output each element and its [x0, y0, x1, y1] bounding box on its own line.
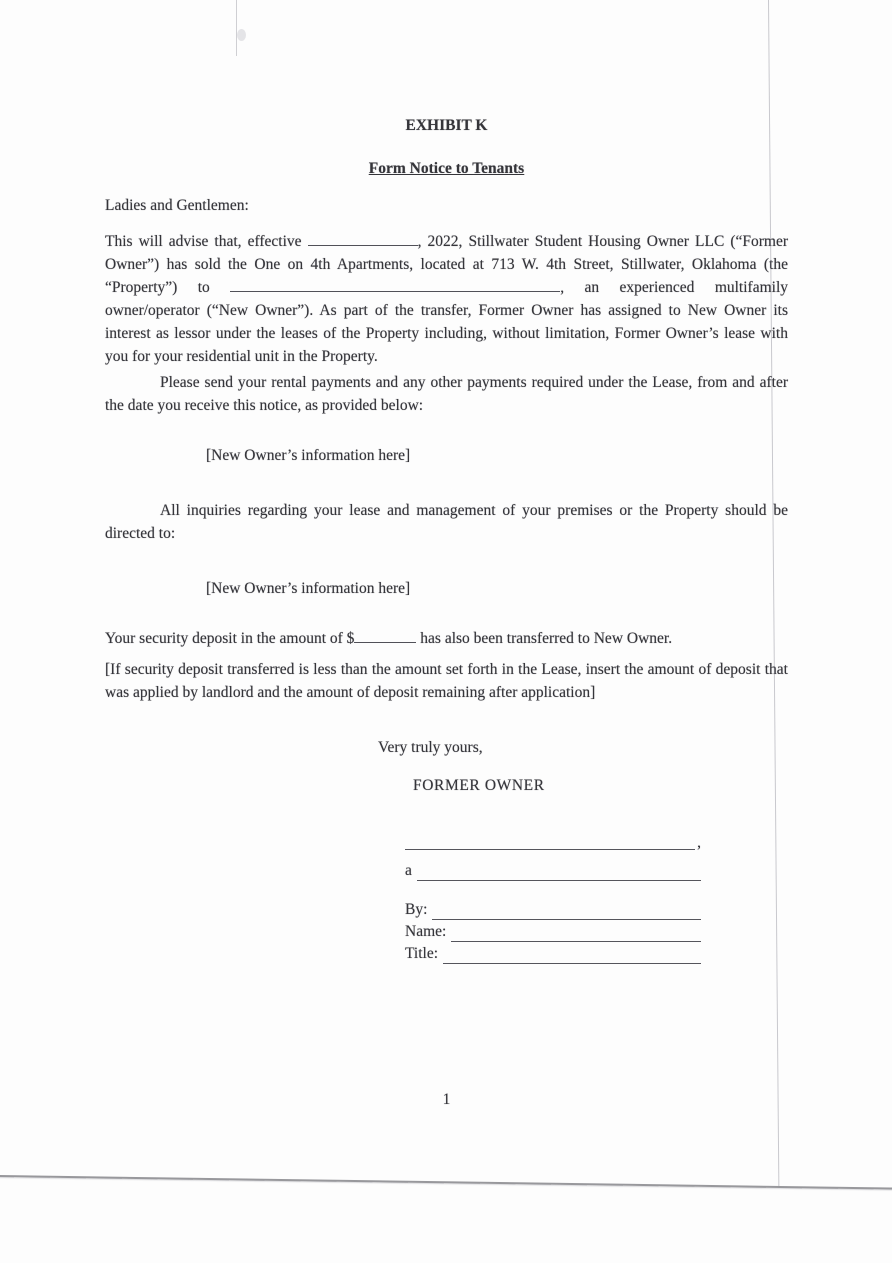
entity-name-comma: , [697, 834, 701, 851]
entity-type-line [405, 861, 701, 881]
scan-artifact-bottom-page-edge [0, 1175, 892, 1189]
deposit-text-before: Your security deposit in the amount of $ [105, 630, 355, 647]
entity-name-line [405, 834, 701, 851]
signer-name: FORMER OWNER [413, 777, 545, 794]
paragraph-1-text-before-date: This will advise that, effective [105, 233, 302, 250]
new-owner-info-placeholder-1: [New Owner’s information here] [206, 447, 411, 464]
deposit-amount-blank [354, 630, 416, 643]
name-label: Name: [405, 923, 447, 940]
scan-artifact-smudge [237, 29, 246, 41]
signature-block [405, 834, 701, 964]
by-label: By: [405, 901, 428, 918]
security-deposit-line [105, 627, 788, 650]
security-deposit-note: [If security deposit transferred is less than the amount set forth in the Lease, insert the amount of deposit that was applied by landlord and the amount of deposit remaining after application] [105, 661, 788, 701]
by-blank [432, 905, 701, 920]
paragraph-1-text-after: , an experienced multifamily owner/operator (“New Owner”). As part of the transfer, Former Owner has assigned to New Owner its interest as lessor under the leases of the Property including, without limitation, Former Owner’s lease with you for your residential unit in the Property. [105, 279, 789, 365]
entity-name-blank [405, 835, 695, 850]
paragraph-3: All inquiries regarding your lease and management of your premises or the Property should be directed to: [105, 502, 788, 542]
new-owner-name-blank [230, 279, 560, 292]
exhibit-title: EXHIBIT K [405, 117, 488, 134]
entity-type-prefix: a [405, 862, 412, 879]
new-owner-info-placeholder-2: [New Owner’s information here] [206, 580, 411, 597]
effective-date-blank [308, 233, 418, 246]
by-line [405, 900, 701, 920]
form-title: Form Notice to Tenants [368, 160, 525, 177]
scan-artifact-top-left-line [236, 0, 237, 56]
title-label: Title: [405, 945, 439, 962]
title-line [405, 944, 701, 964]
paragraph-1 [105, 230, 788, 368]
paragraph-2: Please send your rental payments and any other payments required under the Lease, from and after the date you receive this notice, as provided below: [105, 374, 788, 414]
deposit-text-after: has also been transferred to New Owner. [420, 630, 673, 647]
name-line [405, 922, 701, 942]
salutation: Ladies and Gentlemen: [105, 197, 249, 214]
page-number: 1 [442, 1091, 451, 1108]
title-blank [443, 949, 701, 964]
entity-type-blank [417, 866, 701, 881]
closing-line: Very truly yours, [378, 739, 483, 756]
name-blank [451, 927, 701, 942]
paragraph-1-text-mid: , 2022, Stillwater Student Housing Owner LLC (“Former Owner”) has sold the One on 4th Apartments, located at 713 W. 4th Street, Stillwater, Oklahoma (the “Property”) to [105, 233, 789, 296]
